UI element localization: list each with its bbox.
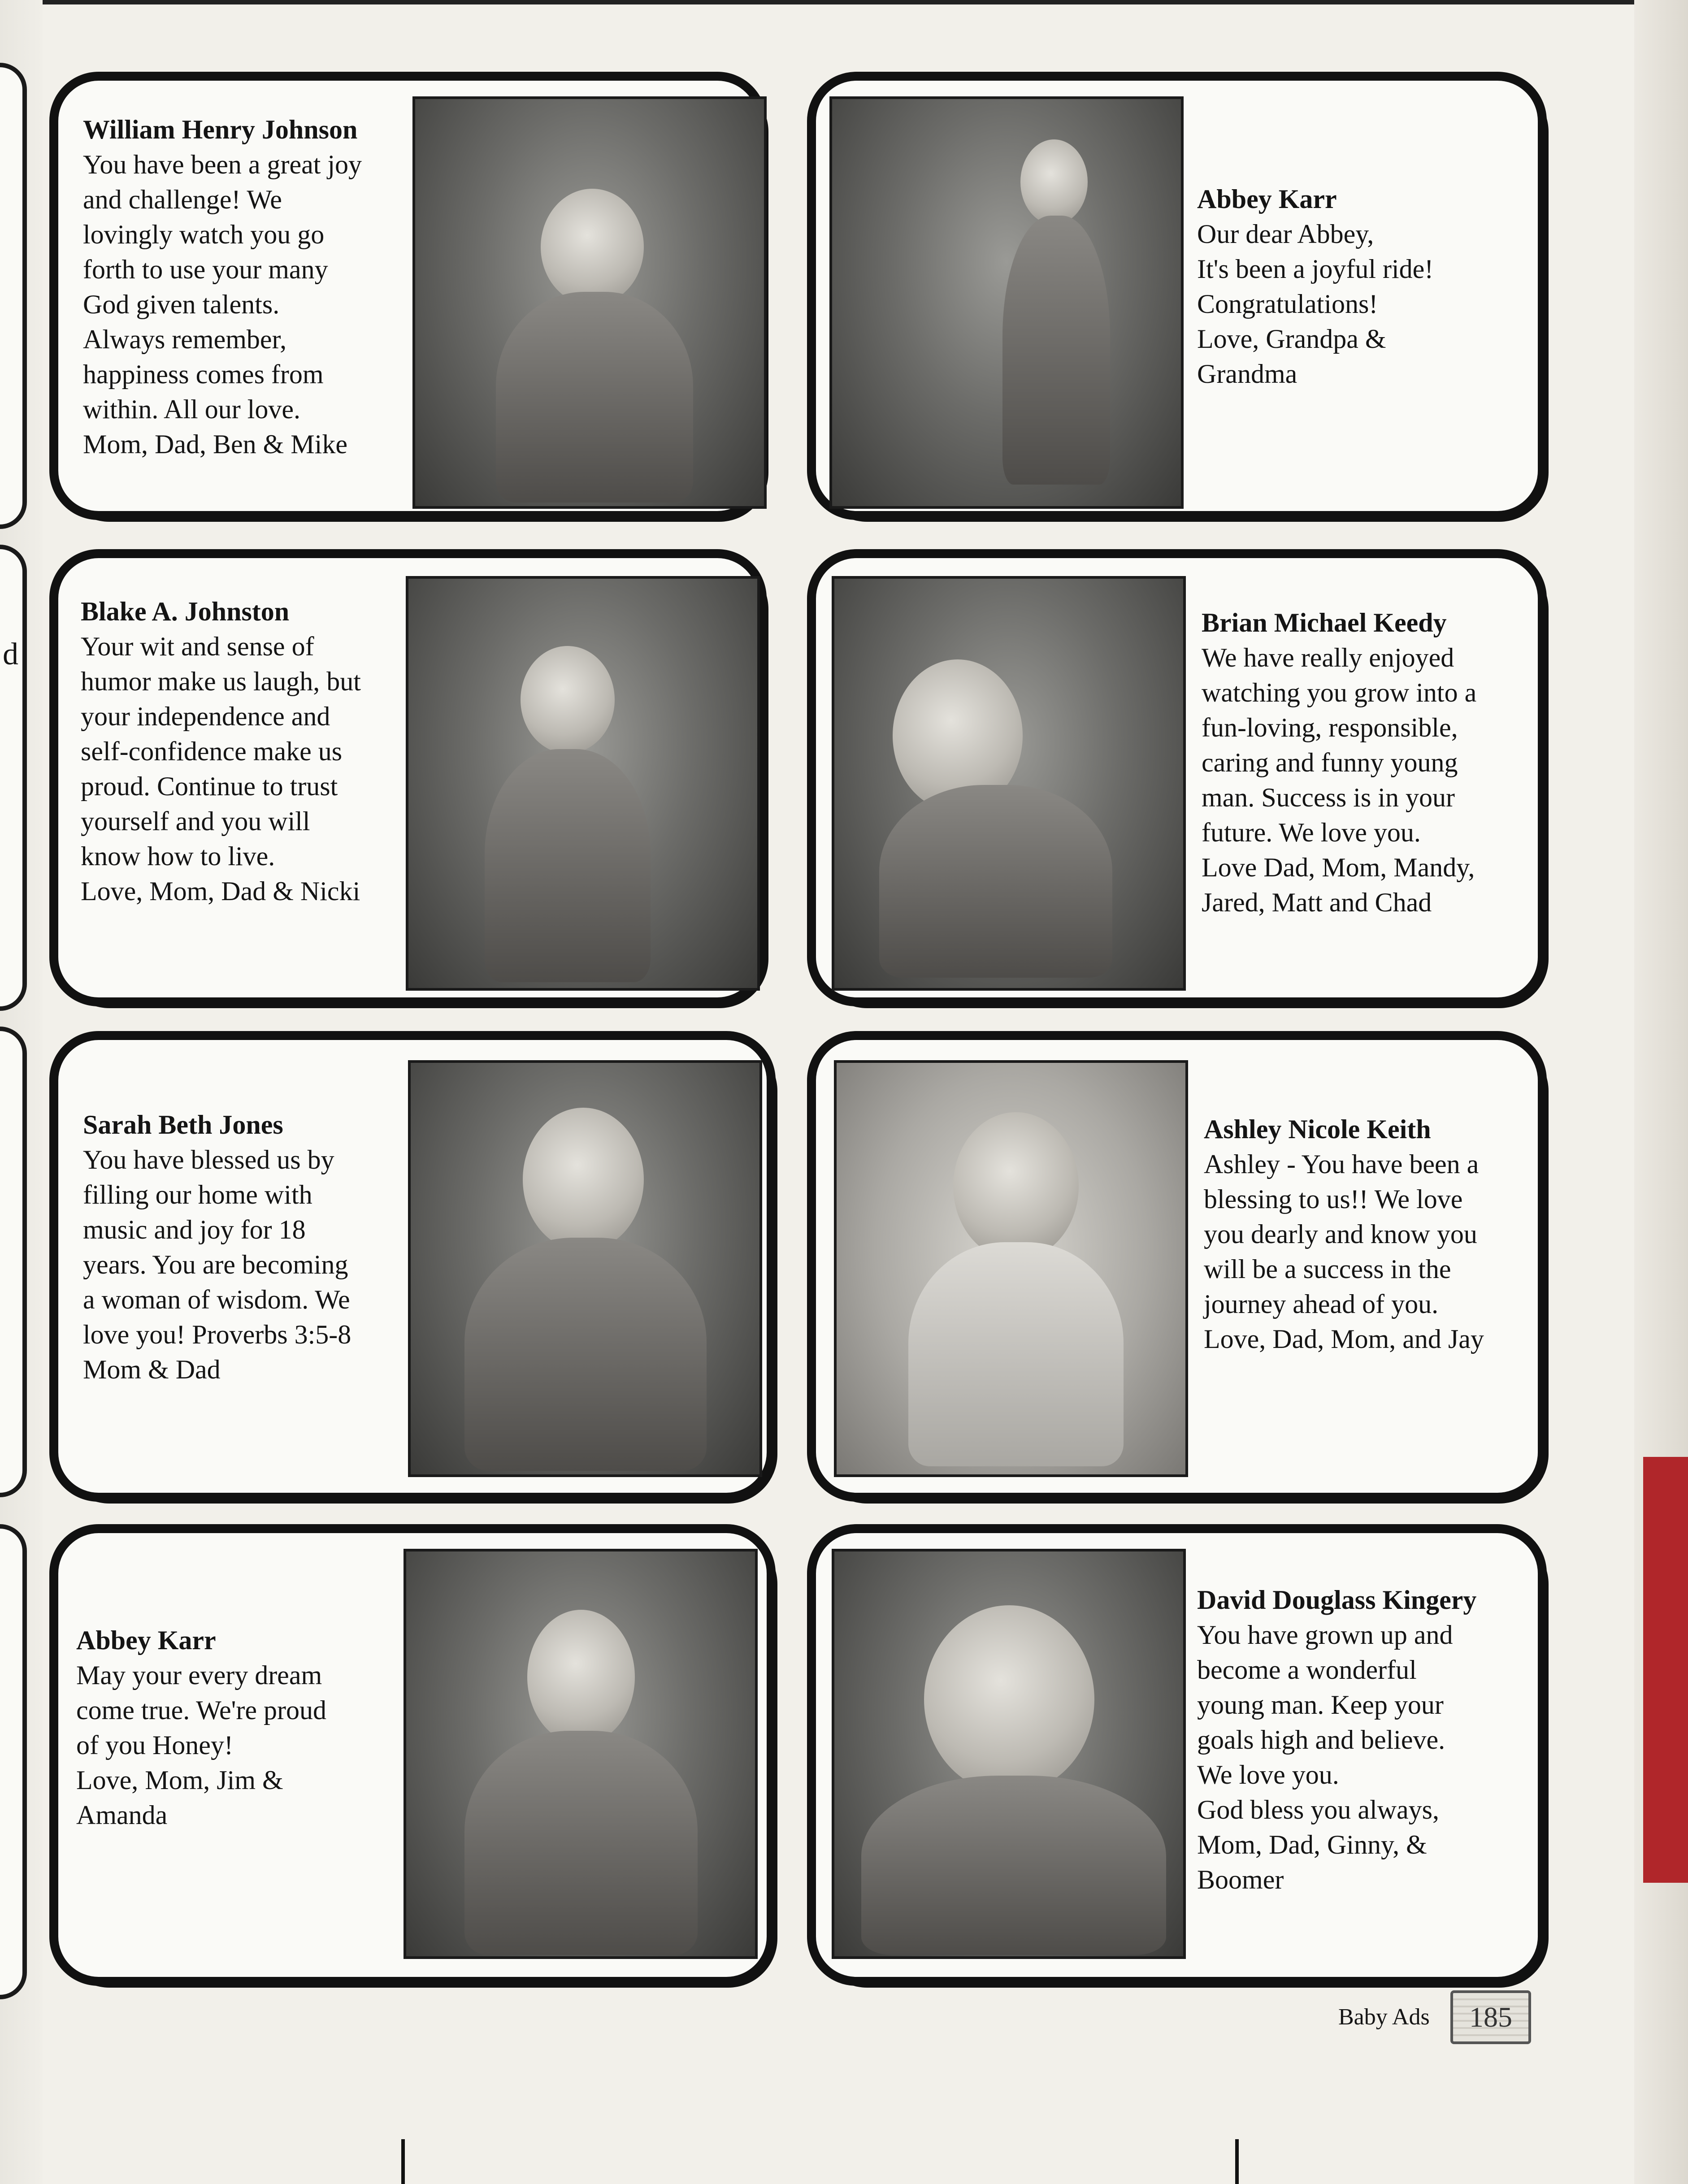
- ad-line: Your wit and sense of: [81, 632, 314, 661]
- ad-line: Mom & Dad: [83, 1355, 221, 1384]
- ad-card-david-douglass-kingery: [807, 1524, 1547, 1986]
- ad-text: [76, 1623, 326, 1833]
- ad-line: caring and funny young: [1202, 748, 1458, 777]
- ad-text: [1197, 1582, 1476, 1897]
- ad-line: watching you grow into a: [1202, 678, 1477, 707]
- ad-text: [1202, 605, 1476, 920]
- ad-line: know how to live.: [81, 841, 275, 871]
- ad-name: Brian Michael Keedy: [1202, 608, 1447, 637]
- section-label: Baby Ads: [1338, 2004, 1430, 2030]
- ad-line: Amanda: [76, 1800, 168, 1830]
- top-rule: [0, 0, 1688, 4]
- ad-name: Abbey Karr: [76, 1625, 216, 1655]
- ad-line: blessing to us!! We love: [1204, 1184, 1463, 1214]
- ad-card-brian-michael-keedy: [807, 549, 1547, 1006]
- ad-card-sarah-beth-jones: [49, 1031, 776, 1502]
- ad-line: years. You are becoming: [83, 1250, 348, 1279]
- ad-text: [83, 112, 362, 462]
- ad-name: David Douglass Kingery: [1197, 1585, 1477, 1615]
- ad-line: Grandma: [1197, 359, 1297, 389]
- ad-line: Congratulations!: [1197, 289, 1378, 319]
- ad-line: Love, Mom, Dad & Nicki: [81, 876, 360, 906]
- ad-line: We have really enjoyed: [1202, 643, 1454, 672]
- ad-line: love you! Proverbs 3:5-8: [83, 1320, 351, 1349]
- child-photo: [829, 96, 1184, 509]
- ad-name: Sarah Beth Jones: [83, 1110, 283, 1140]
- ad-line: your independence and: [81, 702, 330, 731]
- ad-line: yourself and you will: [81, 806, 310, 836]
- ad-line: forth to use your many: [83, 255, 328, 284]
- ad-name: Ashley Nicole Keith: [1204, 1114, 1431, 1144]
- child-photo: [834, 1060, 1188, 1477]
- ad-line: lovingly watch you go: [83, 220, 325, 249]
- red-section-tab: [1643, 1457, 1688, 1883]
- ad-line: music and joy for 18: [83, 1215, 306, 1244]
- child-photo: [832, 576, 1186, 991]
- ad-line: humor make us laugh, but: [81, 667, 361, 696]
- page-number-book-icon: [1450, 1990, 1531, 2044]
- ad-text: [81, 594, 361, 909]
- ad-line: God given talents.: [83, 290, 280, 319]
- ad-line: become a wonderful: [1197, 1655, 1417, 1685]
- ad-line: You have blessed us by: [83, 1145, 334, 1174]
- ad-card-ashley-nicole-keith: [807, 1031, 1547, 1502]
- ad-line: We love you.: [1197, 1760, 1339, 1790]
- child-photo: [408, 1060, 762, 1477]
- ad-card-abbey-karr-grandparents: [807, 72, 1547, 520]
- left-tab-4: [0, 1524, 27, 1999]
- margin-letter: d: [3, 637, 18, 672]
- ad-line: Boomer: [1197, 1865, 1284, 1894]
- ad-line: Love, Grandpa &: [1197, 324, 1386, 354]
- ad-name: William Henry Johnson: [83, 115, 358, 144]
- ad-line: man. Success is in your: [1202, 783, 1455, 812]
- ad-line: within. All our love.: [83, 394, 300, 424]
- ad-line: Ashley - You have been a: [1204, 1149, 1479, 1179]
- ad-line: Love, Mom, Jim &: [76, 1765, 283, 1795]
- bottom-tick-left: [401, 2139, 405, 2184]
- ad-line: God bless you always,: [1197, 1795, 1439, 1824]
- ad-line: fun-loving, responsible,: [1202, 713, 1458, 742]
- ad-card-blake-a-johnston: [49, 549, 767, 1006]
- ad-line: and challenge! We: [83, 185, 282, 214]
- ad-line: future. We love you.: [1202, 818, 1421, 847]
- ad-card-william-henry-johnson: [49, 72, 767, 520]
- ad-line: proud. Continue to trust: [81, 771, 338, 801]
- ad-line: Our dear Abbey,: [1197, 219, 1374, 249]
- ad-line: It's been a joyful ride!: [1197, 254, 1434, 284]
- ad-line: goals high and believe.: [1197, 1725, 1445, 1755]
- ad-line: You have grown up and: [1197, 1620, 1453, 1650]
- ad-text: [83, 1107, 351, 1387]
- ad-text: [1204, 1112, 1484, 1356]
- ad-line: You have been a great joy: [83, 150, 362, 179]
- ad-line: filling our home with: [83, 1180, 312, 1209]
- child-photo: [412, 96, 767, 509]
- ad-line: you dearly and know you: [1204, 1219, 1477, 1249]
- ad-line: Jared, Matt and Chad: [1202, 888, 1432, 917]
- ad-line: a woman of wisdom. We: [83, 1285, 350, 1314]
- ad-line: come true. We're proud: [76, 1695, 326, 1725]
- child-photo: [404, 1549, 758, 1959]
- left-tab-2: [0, 545, 27, 1011]
- ad-line: Love, Dad, Mom, and Jay: [1204, 1324, 1484, 1354]
- ad-line: will be a success in the: [1204, 1254, 1451, 1284]
- left-tab-1: [0, 63, 27, 529]
- ad-line: Mom, Dad, Ginny, &: [1197, 1830, 1427, 1859]
- ad-line: Always remember,: [83, 325, 287, 354]
- child-photo: [832, 1549, 1186, 1959]
- ad-card-abbey-karr-parents: [49, 1524, 776, 1986]
- page-number: 185: [1469, 2001, 1512, 2033]
- ad-name: Blake A. Johnston: [81, 597, 290, 626]
- ad-line: Love Dad, Mom, Mandy,: [1202, 853, 1475, 882]
- ad-line: of you Honey!: [76, 1730, 233, 1760]
- ad-line: young man. Keep your: [1197, 1690, 1444, 1720]
- ad-line: Mom, Dad, Ben & Mike: [83, 429, 347, 459]
- ad-line: self-confidence make us: [81, 737, 343, 766]
- ad-line: journey ahead of you.: [1204, 1289, 1439, 1319]
- ad-text: [1197, 182, 1433, 391]
- ad-name: Abbey Karr: [1197, 184, 1337, 214]
- bottom-tick-right: [1235, 2139, 1239, 2184]
- left-tab-3: [0, 1027, 27, 1497]
- ad-line: happiness comes from: [83, 360, 324, 389]
- child-photo: [406, 576, 760, 991]
- ad-line: May your every dream: [76, 1660, 322, 1690]
